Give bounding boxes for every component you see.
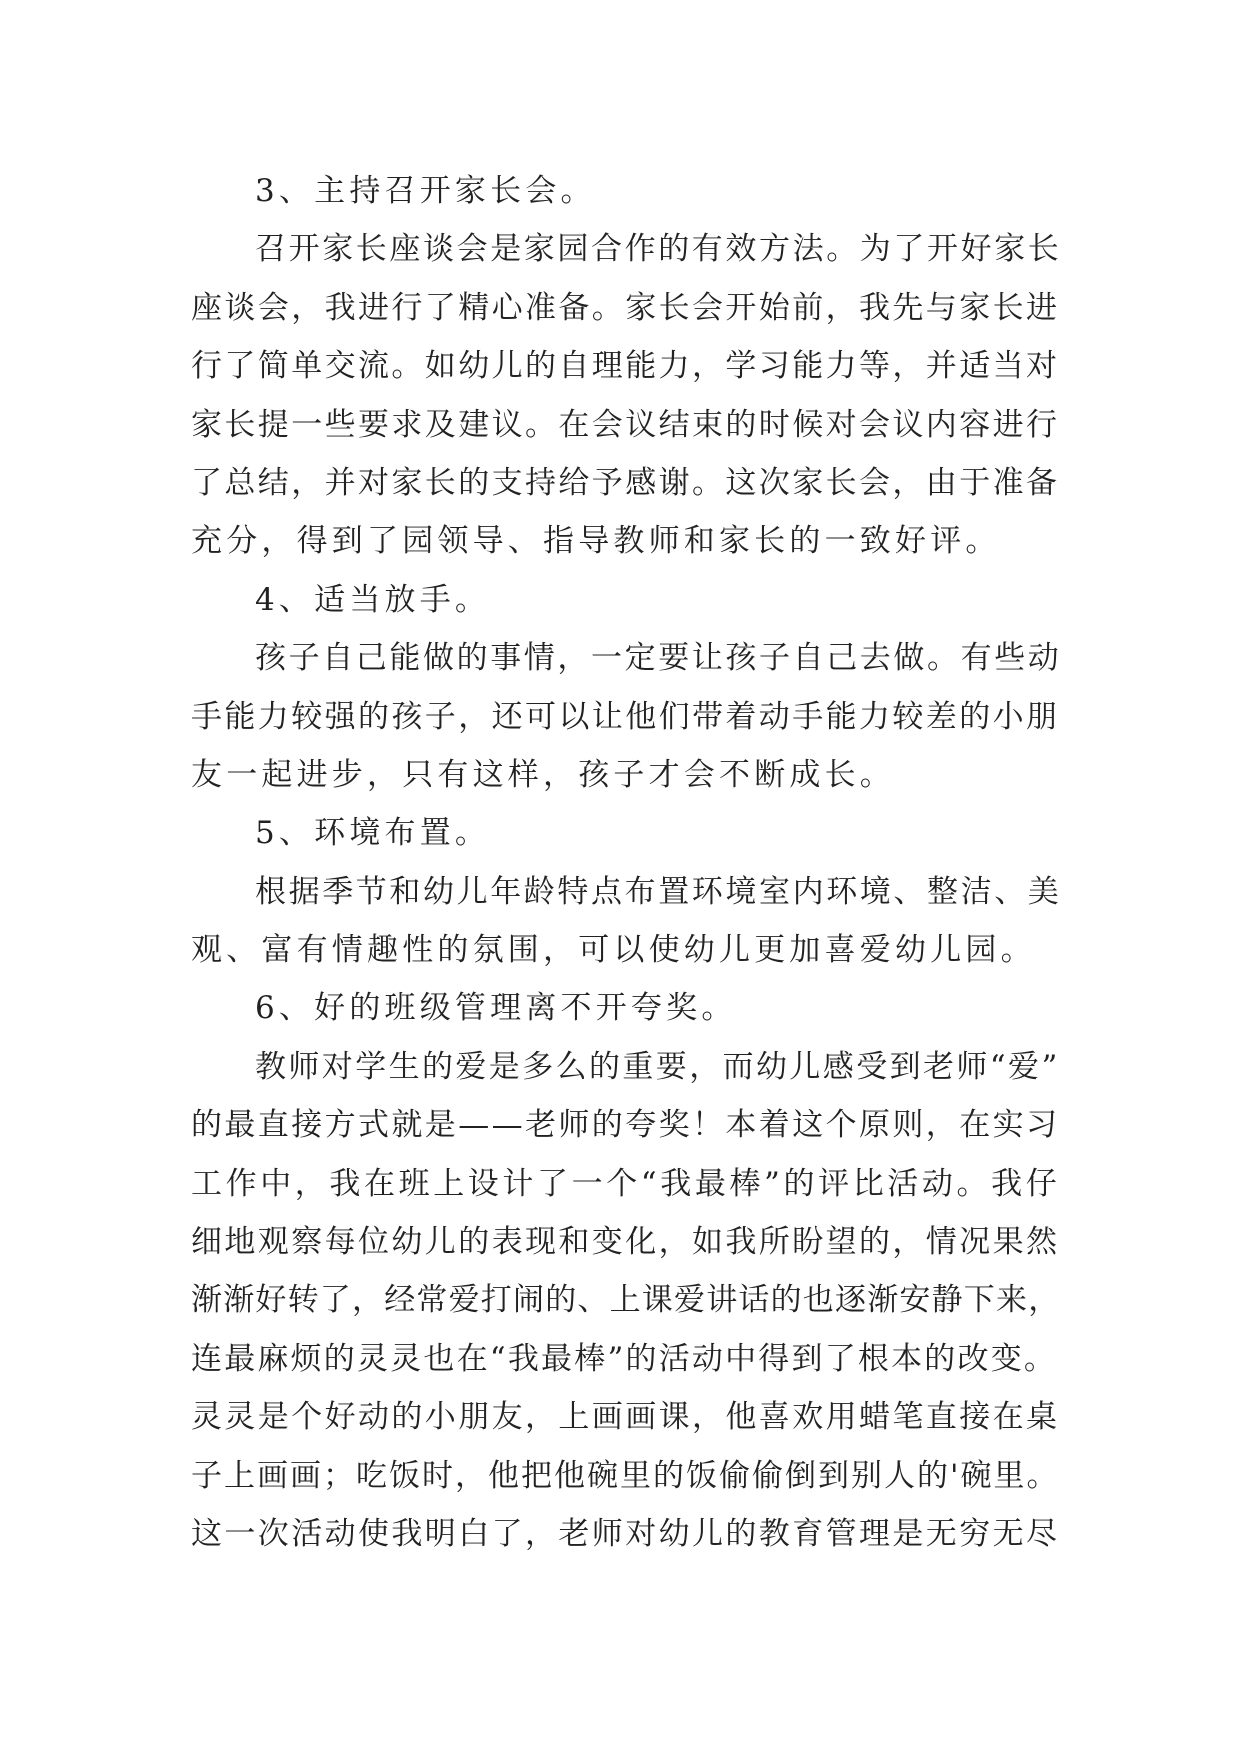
paragraph-line: 的最直接方式就是——老师的夸奖！本着这个原则，在实习 [191, 1107, 1060, 1144]
paragraph-line: 连最麻烦的灵灵也在“我最棒”的活动中得到了根本的改变。 [191, 1340, 1058, 1377]
paragraph-line: 灵灵是个好动的小朋友，上画画课，他喜欢用蜡笔直接在桌 [191, 1399, 1060, 1436]
paragraph-line: 孩子自己能做的事情，一定要让孩子自己去做。有些动 [255, 640, 1062, 677]
paragraph-line: 手能力较强的孩子，还可以让他们带着动手能力较差的小朋 [191, 698, 1060, 735]
paragraph-line: 工作中，我在班上设计了一个“我最棒”的评比活动。我仔 [191, 1165, 1061, 1202]
paragraph-line: 细地观察每位幼儿的表现和变化，如我所盼望的，情况果然 [191, 1224, 1060, 1261]
body-text [191, 162, 1061, 1563]
paragraph-line: 家长提一些要求及建议。在会议结束的时候对会议内容进行 [191, 406, 1060, 443]
paragraph-line: 座谈会，我进行了精心准备。家长会开始前，我先与家长进 [191, 289, 1060, 326]
paragraph-line: 召开家长座谈会是家园合作的有效方法。为了开好家长 [255, 231, 1062, 268]
paragraph-line: 行了简单交流。如幼儿的自理能力，学习能力等，并适当对 [191, 348, 1060, 385]
paragraph-line: 充分，得到了园领导、指导教师和家长的一致好评。 [191, 523, 1001, 560]
paragraph-line: 友一起进步，只有这样，孩子才会不断成长。 [191, 756, 895, 793]
heading-item-5: 5、环境布置。 [255, 815, 491, 852]
heading-item-3: 3、主持召开家长会。 [255, 173, 596, 209]
paragraph-line: 根据季节和幼儿年龄特点布置环境室内环境、整洁、美 [255, 873, 1062, 910]
heading-item-6: 6、好的班级管理离不开夸奖。 [255, 990, 737, 1027]
paragraph-line: 这一次活动使我明白了，老师对幼儿的教育管理是无穷无尽 [191, 1515, 1060, 1552]
heading-item-4: 4、适当放手。 [255, 581, 491, 618]
paragraph-line: 了总结，并对家长的支持给予感谢。这次家长会，由于准备 [191, 464, 1060, 501]
paragraph-line: 观、富有情趣性的氛围，可以使幼儿更加喜爱幼儿园。 [191, 932, 1036, 969]
paragraph-line: 渐渐好转了，经常爱打闹的、上课爱讲话的也逐渐安静下来， [191, 1282, 1061, 1319]
paragraph-line: 子上画画；吃饭时，他把他碗里的饭偷偷倒到别人的'碗里。 [191, 1457, 1060, 1494]
paragraph-line: 教师对学生的爱是多么的重要，而幼儿感受到老师“爱” [255, 1048, 1060, 1085]
